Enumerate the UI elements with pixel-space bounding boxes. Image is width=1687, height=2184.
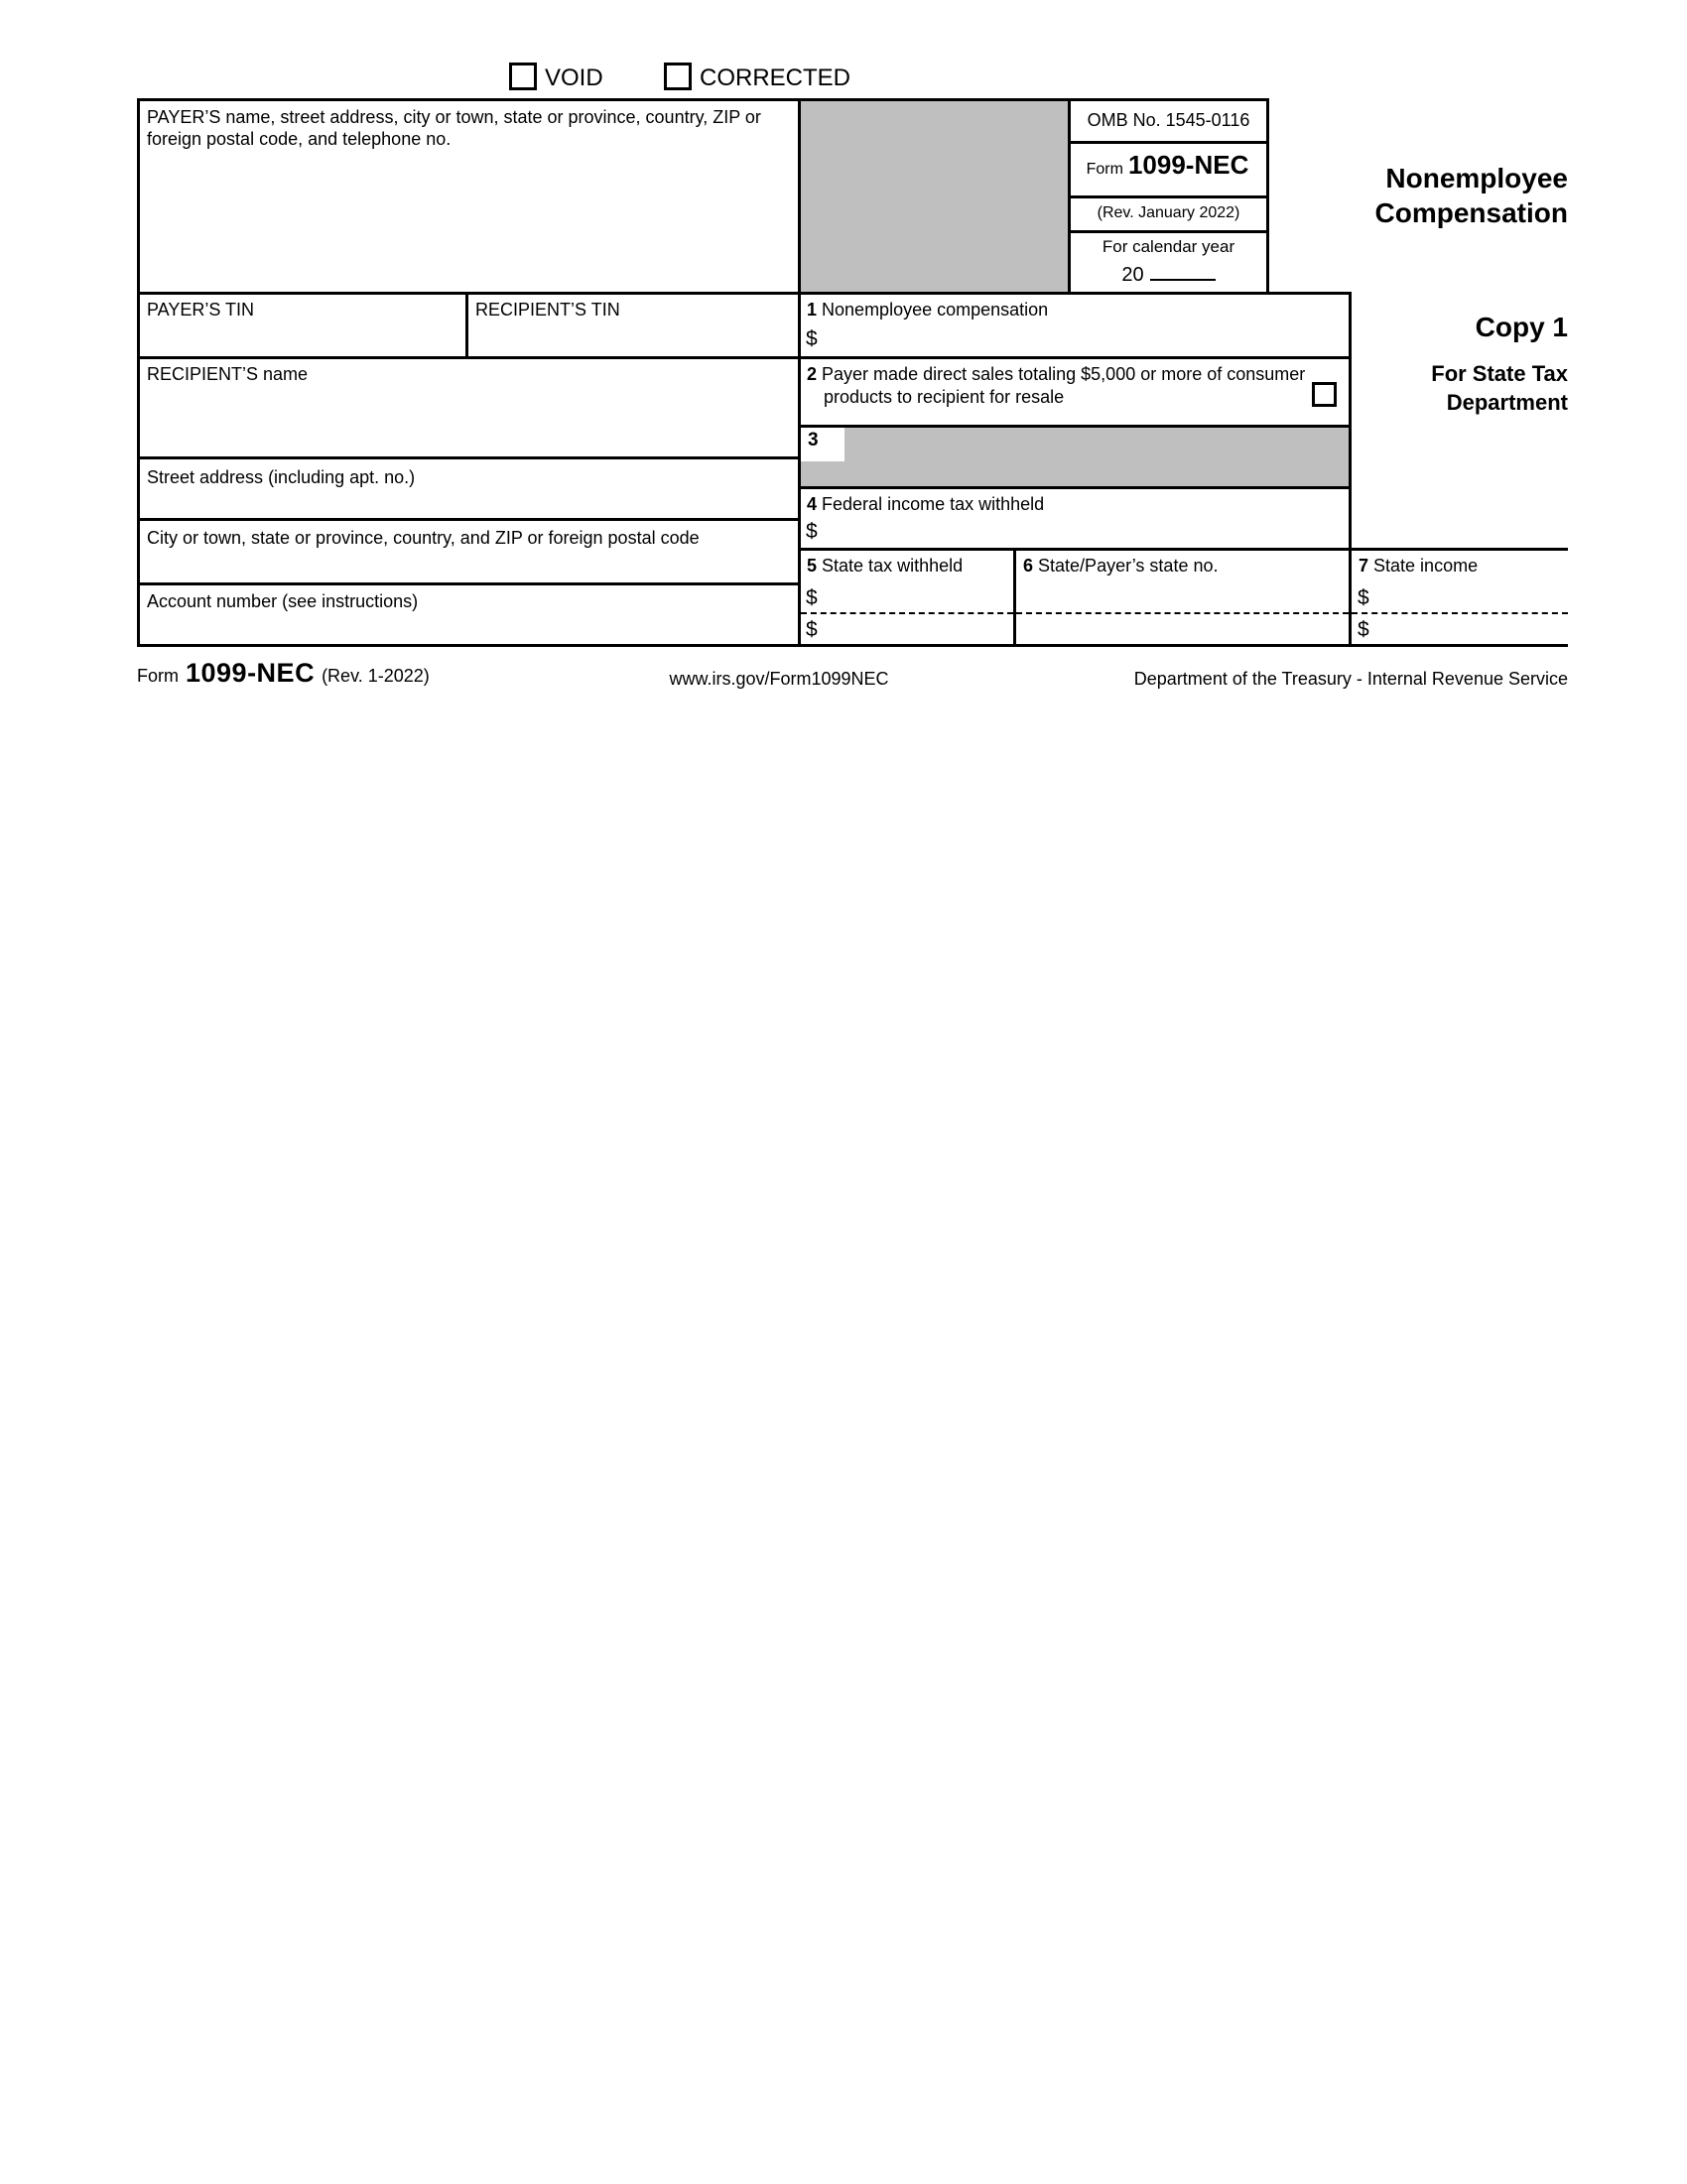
box7-amount1-input[interactable] <box>1383 583 1567 609</box>
rule-under-form-number <box>1068 195 1269 198</box>
footer-form-id <box>137 658 430 689</box>
box2-checkbox[interactable] <box>1312 382 1337 407</box>
divider-gray-omb <box>1068 98 1071 295</box>
box6-label: 6 State/Payer’s state no. <box>1023 556 1219 576</box>
box5-amount1-input[interactable] <box>832 583 1010 609</box>
recipient-tin-label: RECIPIENT’S TIN <box>475 300 620 320</box>
box3-shaded-area <box>801 428 1349 486</box>
calendar-year-row <box>1076 259 1261 286</box>
border-bottom <box>137 644 1568 647</box>
border-top <box>137 98 1269 101</box>
copy-label: Copy 1 <box>1475 312 1568 342</box>
box5-label: 5 State tax withheld <box>807 556 964 576</box>
calendar-year-prefix: 20 <box>1121 264 1144 286</box>
box5-currency-row1: $ <box>806 586 818 609</box>
revision-label: (Rev. January 2022) <box>1097 204 1240 221</box>
box7-label: 7 State income <box>1359 556 1479 576</box>
omb-number: OMB No. 1545-0116 <box>1087 110 1250 130</box>
form-number-header <box>1072 150 1263 181</box>
footer-url[interactable]: www.irs.gov/Form1099NEC <box>669 669 889 689</box>
box2-number: 2 <box>807 364 818 384</box>
border-middle-right <box>1349 292 1352 647</box>
street-address-label: Street address (including apt. no.) <box>147 467 416 487</box>
rule-under-box3 <box>798 486 1352 489</box>
form-number: 1099-NEC <box>1127 150 1249 180</box>
box4-label: 4 Federal income tax withheld <box>807 494 1045 514</box>
footer-form-number: 1099-NEC <box>186 658 316 688</box>
void-label: VOID <box>545 64 603 91</box>
box7-currency-row2: $ <box>1358 618 1369 641</box>
footer-revision: (Rev. 1-2022) <box>322 666 430 686</box>
calendar-year-label: For calendar year <box>1102 237 1235 256</box>
shaded-area-top <box>801 101 1068 292</box>
corrected-checkbox[interactable] <box>664 63 692 90</box>
rule-under-box2 <box>798 425 1352 428</box>
box5-amount2-input[interactable] <box>832 615 1010 641</box>
payer-info-label: PAYER’S name, street address, city or town, state or province, country, ZIP or foreign postal code, and telephone no. <box>147 107 761 149</box>
divider-tin <box>465 292 468 359</box>
void-checkbox[interactable] <box>509 63 537 90</box>
payer-tin-input[interactable] <box>140 320 462 353</box>
account-number-input[interactable] <box>140 609 795 641</box>
box4-number: 4 <box>807 494 818 514</box>
rule-under-omb <box>1068 141 1269 144</box>
dashed-line-box7 <box>1352 612 1568 614</box>
form-title: Nonemployee Compensation <box>1374 163 1568 228</box>
account-number-label: Account number (see instructions) <box>147 591 419 611</box>
city-input[interactable] <box>140 550 795 579</box>
rule-under-box4 <box>798 548 1568 551</box>
box7-currency-row1: $ <box>1358 586 1369 609</box>
box6-state1-input[interactable] <box>1020 583 1346 609</box>
rule-above-account <box>137 582 801 585</box>
box5-number: 5 <box>807 556 818 576</box>
recipient-name-input[interactable] <box>140 389 795 453</box>
box6-number: 6 <box>1023 556 1034 576</box>
box7-number: 7 <box>1359 556 1369 576</box>
payer-info-input[interactable] <box>140 154 795 288</box>
border-omb-right <box>1266 98 1269 295</box>
rule-under-revision <box>1068 230 1269 233</box>
form-word: Form <box>1086 161 1123 178</box>
street-address-input[interactable] <box>140 489 795 515</box>
rule-under-recipient-name <box>137 456 801 459</box>
dashed-line-box6 <box>1016 612 1349 614</box>
footer-department: Department of the Treasury - Internal Revenue Service <box>1133 669 1568 689</box>
divider-box5-box6 <box>1013 548 1016 647</box>
rule-under-tin-row <box>137 356 1352 359</box>
box7-amount2-input[interactable] <box>1383 615 1567 641</box>
box4-amount-input[interactable] <box>832 516 1346 545</box>
box4-currency: $ <box>806 520 818 543</box>
dashed-line-box5 <box>801 612 1013 614</box>
recipient-name-label: RECIPIENT’S name <box>147 364 309 384</box>
box1-label: 1 Nonemployee compensation <box>807 300 1049 320</box>
box6-state2-input[interactable] <box>1020 615 1346 641</box>
city-label: City or town, state or province, country, and ZIP or foreign postal code <box>147 528 700 548</box>
divider-left-middle <box>798 98 801 647</box>
footer-form-word: Form <box>137 666 179 686</box>
payer-tin-label: PAYER’S TIN <box>147 300 255 320</box>
rule-under-street <box>137 518 801 521</box>
rule-under-payer-box <box>137 292 1352 295</box>
recipient-tin-input[interactable] <box>471 320 795 353</box>
box3-number: 3 <box>801 428 844 461</box>
box1-amount-input[interactable] <box>832 324 1346 353</box>
corrected-label: CORRECTED <box>700 64 851 91</box>
copy-audience: For State Tax Department <box>1431 361 1568 415</box>
box1-number: 1 <box>807 300 818 320</box>
box1-currency: $ <box>806 327 818 350</box>
calendar-year-input[interactable] <box>1150 259 1216 281</box>
box2-label: 2 Payer made direct sales totaling $5,000 or more of consumer products to recipient for resale <box>807 364 1306 407</box>
box5-currency-row2: $ <box>806 618 818 641</box>
